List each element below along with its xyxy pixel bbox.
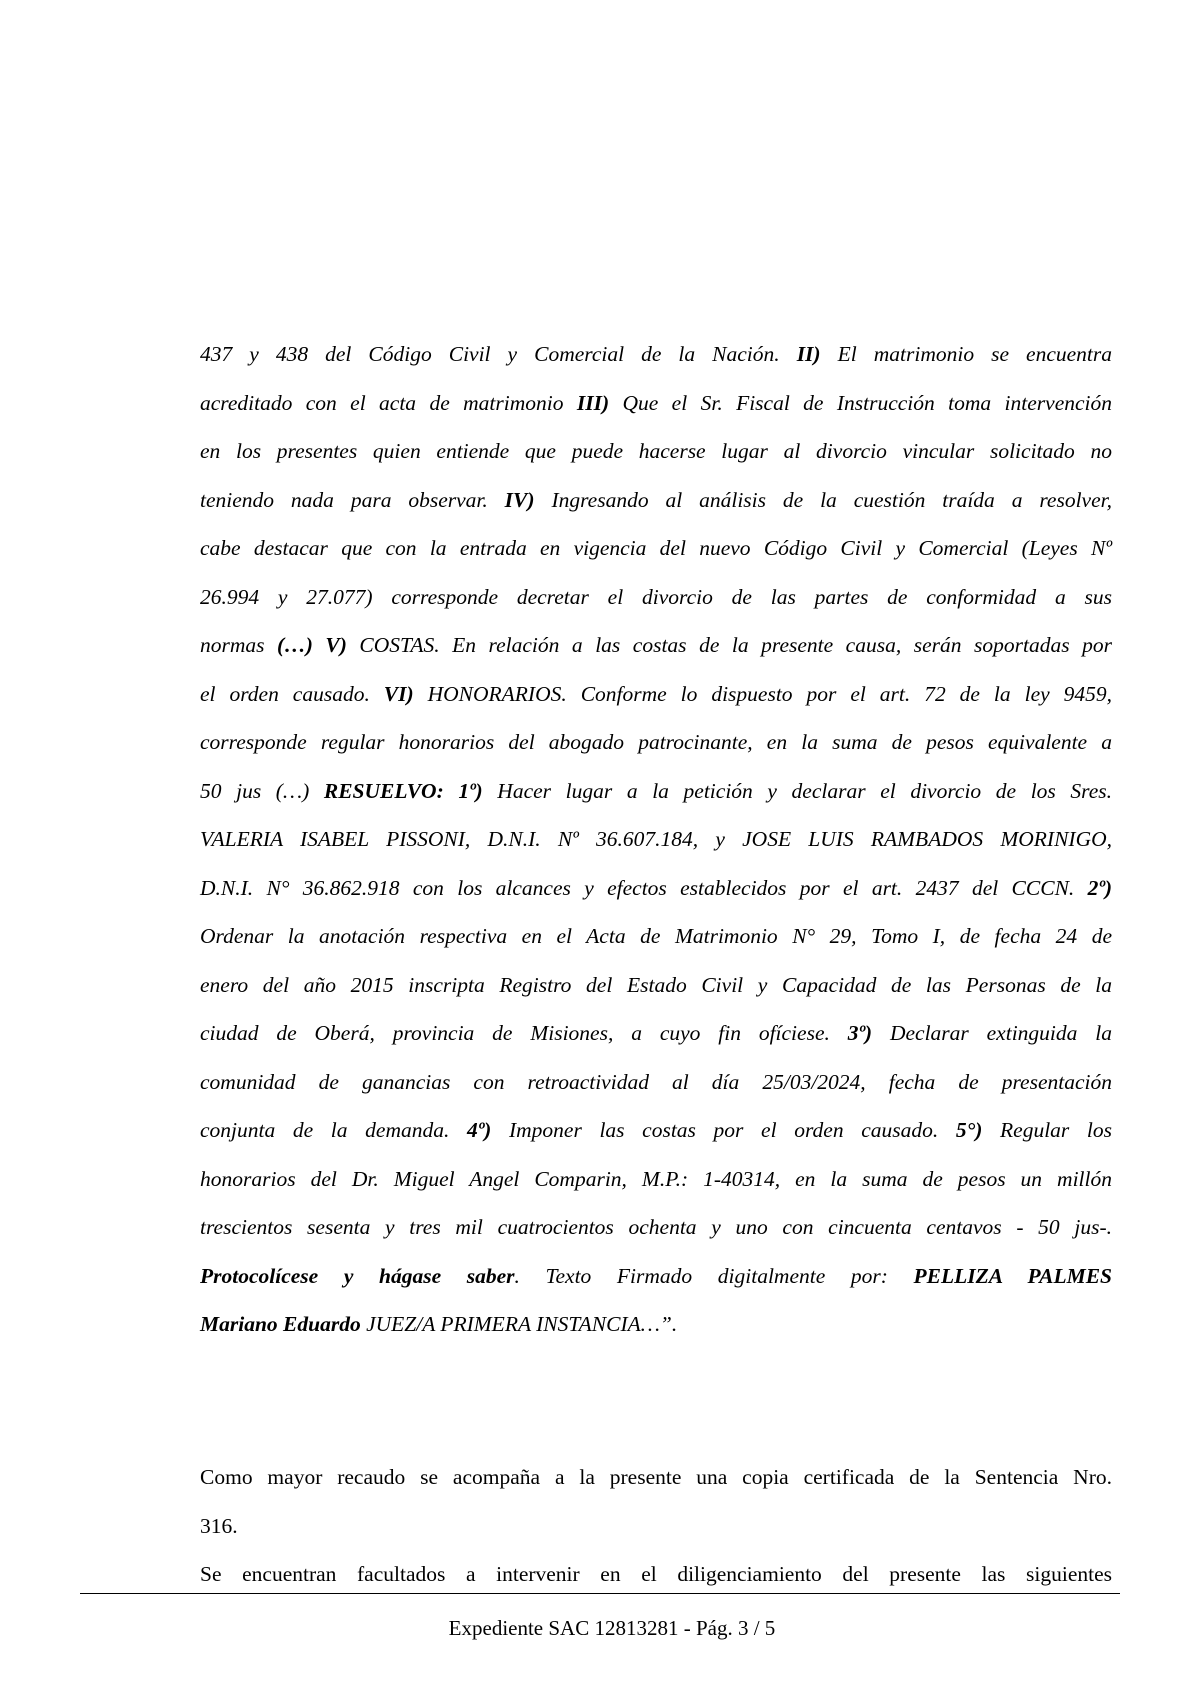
text-run: HONORARIOS. Conforme lo dispuesto por el art. 72 de la ley 9459, xyxy=(413,681,1112,706)
text-line xyxy=(200,1106,1112,1155)
text-run: Se encuentran facultados a intervenir en el diligenciamiento del presente las siguientes xyxy=(200,1562,1112,1586)
bold-text-run: VI) xyxy=(383,681,414,706)
text-line xyxy=(200,1058,1112,1107)
text-line xyxy=(200,1453,1112,1502)
bold-text-run: Mariano Eduardo xyxy=(200,1312,361,1336)
text-line xyxy=(200,476,1112,525)
text-line xyxy=(200,718,1112,767)
text-run: D.N.I. N° 36.862.918 con los alcances y efectos establecidos por el art. 2437 del CCCN. xyxy=(200,875,1088,900)
text-run: JUEZ/A PRIMERA INSTANCIA…”. xyxy=(360,1312,678,1336)
text-line xyxy=(200,621,1112,670)
bold-text-run: (…) V) xyxy=(277,633,347,657)
text-run: el orden causado. xyxy=(200,681,384,706)
text-line xyxy=(200,427,1112,476)
bold-text-run: RESUELVO: 1º) xyxy=(323,778,483,803)
bold-text-run: 5°) xyxy=(955,1118,983,1142)
page-footer: Expediente SAC 12813281 - Pág. 3 / 5 xyxy=(448,1616,776,1640)
bold-text-run: II) xyxy=(796,342,821,366)
text-line xyxy=(200,1009,1112,1058)
text-run: normas xyxy=(200,633,278,657)
text-run: conjunta de la demanda. xyxy=(200,1118,467,1142)
text-run: COSTAS. En relación a las costas de la presente causa, serán soportadas por xyxy=(346,633,1112,657)
text-run: comunidad de ganancias con retroactividad al día 25/03/2024, fecha de presentación xyxy=(200,1069,1112,1094)
text-line xyxy=(200,1300,1112,1349)
quoted-resolution-text xyxy=(200,330,1112,1349)
text-run: cabe destacar que con la entrada en vigencia del nuevo Código Civil y Comercial (Leyes Nº xyxy=(200,536,1112,560)
text-run: Ingresando al análisis de la cuestión traída a resolver, xyxy=(534,487,1112,512)
text-run: El matrimonio se encuentra xyxy=(820,342,1113,366)
text-run: teniendo nada para observar. xyxy=(200,487,505,512)
text-line xyxy=(200,961,1112,1010)
footer-divider xyxy=(80,1593,1120,1594)
text-line xyxy=(200,379,1112,428)
text-run: acreditado con el acta de matrimonio xyxy=(200,390,577,415)
text-line xyxy=(200,1252,1112,1301)
text-line xyxy=(200,864,1112,913)
bold-text-run: 4º) xyxy=(466,1118,492,1142)
text-run: enero del año 2015 inscripta Registro del Estado Civil y Capacidad de las Personas de la xyxy=(200,972,1112,997)
bold-text-run: III) xyxy=(576,390,610,415)
bold-text-run: PELLIZA PALMES xyxy=(913,1263,1112,1288)
text-run: corresponde regular honorarios del abogado patrocinante, en la suma de pesos equivalente a xyxy=(200,730,1112,754)
text-line xyxy=(200,524,1112,573)
text-run: VALERIA ISABEL PISSONI, D.N.I. Nº 36.607.184, y JOSE LUIS RAMBADOS MORINIGO, xyxy=(200,827,1112,851)
text-run: Como mayor recaudo se acompaña a la presente una copia certificada de la Sentencia Nro. xyxy=(200,1465,1112,1489)
text-run: trescientos sesenta y tres mil cuatrocientos ochenta y uno con cincuenta centavos - 50 jus-. xyxy=(200,1215,1112,1239)
text-run: en los presentes quien entiende que puede hacerse lugar al divorcio vincular solicitado no xyxy=(200,439,1112,463)
text-run: Declarar extinguida la xyxy=(872,1021,1112,1045)
text-run: ciudad de Oberá, provincia de Misiones, a cuyo fin ofíciese. xyxy=(200,1021,848,1045)
text-line xyxy=(200,1550,1112,1599)
text-line xyxy=(200,1203,1112,1252)
text-run: Ordenar la anotación respectiva en el Acta de Matrimonio N° 29, Tomo I, de fecha 24 de xyxy=(200,924,1112,948)
text-line xyxy=(200,767,1112,816)
body-paragraphs xyxy=(200,1453,1112,1599)
text-run: honorarios del Dr. Miguel Angel Comparin, M.P.: 1-40314, en la suma de pesos un millón xyxy=(200,1166,1112,1191)
text-run: . Texto Firmado digitalmente por: xyxy=(514,1263,914,1288)
bold-text-run: Protocolícese y hágase saber xyxy=(200,1263,515,1288)
text-line xyxy=(200,573,1112,622)
text-line xyxy=(200,330,1112,379)
text-run: 26.994 y 27.077) corresponde decretar el divorcio de las partes de conformidad a sus xyxy=(200,584,1112,609)
bold-text-run: IV) xyxy=(504,487,535,512)
text-run: Que el Sr. Fiscal de Instrucción toma intervención xyxy=(609,390,1112,415)
text-line xyxy=(200,1502,1112,1551)
text-line xyxy=(200,670,1112,719)
text-run: Regular los xyxy=(982,1118,1113,1142)
text-line xyxy=(200,912,1112,961)
text-run: 437 y 438 del Código Civil y Comercial de la Nación. xyxy=(200,342,797,366)
text-run: Hacer lugar a la petición y declarar el divorcio de los Sres. xyxy=(482,778,1112,803)
bold-text-run: 2º) xyxy=(1087,875,1112,900)
text-line xyxy=(200,1155,1112,1204)
text-run: 316. xyxy=(200,1513,238,1538)
text-line xyxy=(200,815,1112,864)
text-run: Imponer las costas por el orden causado. xyxy=(491,1118,956,1142)
text-run: 50 jus (…) xyxy=(200,778,324,803)
bold-text-run: 3º) xyxy=(847,1021,873,1045)
